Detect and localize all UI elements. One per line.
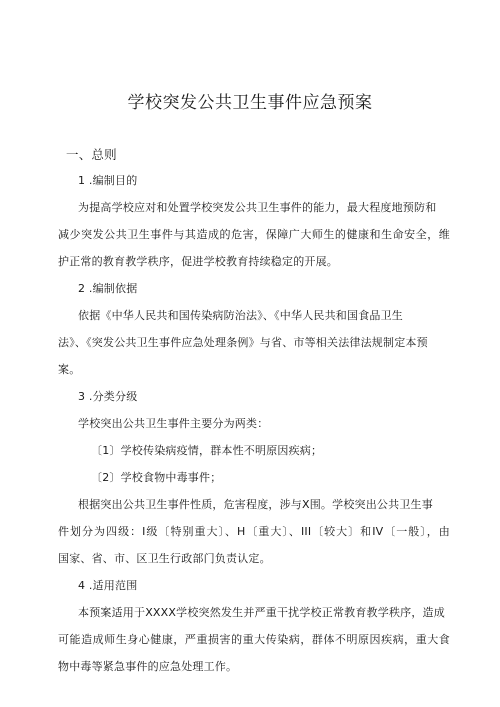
paragraph-line: 学校突出公共卫生事件主要分为两类： bbox=[78, 417, 269, 430]
subheading-scope: 4 .适用范围 bbox=[78, 579, 138, 592]
list-item: 〔2〕学校食物中毒事件； bbox=[91, 471, 222, 484]
paragraph-line: 国家、省、市、区卫生行政部门负责认定。 bbox=[58, 552, 271, 565]
paragraph-line: 可能造成师生身心健康，严重损害的重大传染病，群体不明原因疾病，重大食 bbox=[58, 633, 450, 646]
paragraph-line: 为提高学校应对和处置学校突发公共卫生事件的能力，最大程度地预防和 bbox=[78, 201, 437, 214]
list-item: 〔1〕学校传染病疫情，群本性不明原因疾病； bbox=[91, 444, 323, 457]
paragraph-line: 法》、《突发公共卫生事件应急处理条例》与省、市等相关法律法规制定本预 bbox=[58, 336, 428, 349]
paragraph-line: 案。 bbox=[58, 363, 81, 376]
paragraph-line: 依据《中华人民共和国传染病防治法》、《中华人民共和国食品卫生 bbox=[78, 309, 403, 322]
paragraph-line: 减少突发公共卫生事件与其造成的危害，保障广大师生的健康和生命安全，维 bbox=[58, 228, 450, 241]
paragraph-line: 件划分为四级：I级〔特别重大〕、H〔重大〕、III〔较大〕和IV〔一般〕，由 bbox=[58, 525, 450, 538]
section-heading-general: 一、总则 bbox=[66, 147, 117, 162]
paragraph-line: 根据突出公共卫生事件性质，危害程度，涉与X围。学校突出公共卫生事 bbox=[78, 498, 433, 511]
paragraph-line: 物中毒等紧急事件的应急处理工作。 bbox=[58, 660, 238, 673]
page-title: 学校突发公共卫生事件应急预案 bbox=[127, 93, 373, 113]
paragraph-line: 护正常的教育教学秩序，促进学校教育持续稳定的开展。 bbox=[58, 255, 338, 268]
subheading-classification: 3 .分类分级 bbox=[78, 390, 138, 403]
subheading-basis: 2 .编制依据 bbox=[78, 282, 138, 295]
subheading-purpose: 1 .编制目的 bbox=[78, 174, 138, 187]
paragraph-line: 本预案适用于XXXX学校突然发生并严重干扰学校正常教育教学秩序，造成 bbox=[78, 606, 445, 619]
